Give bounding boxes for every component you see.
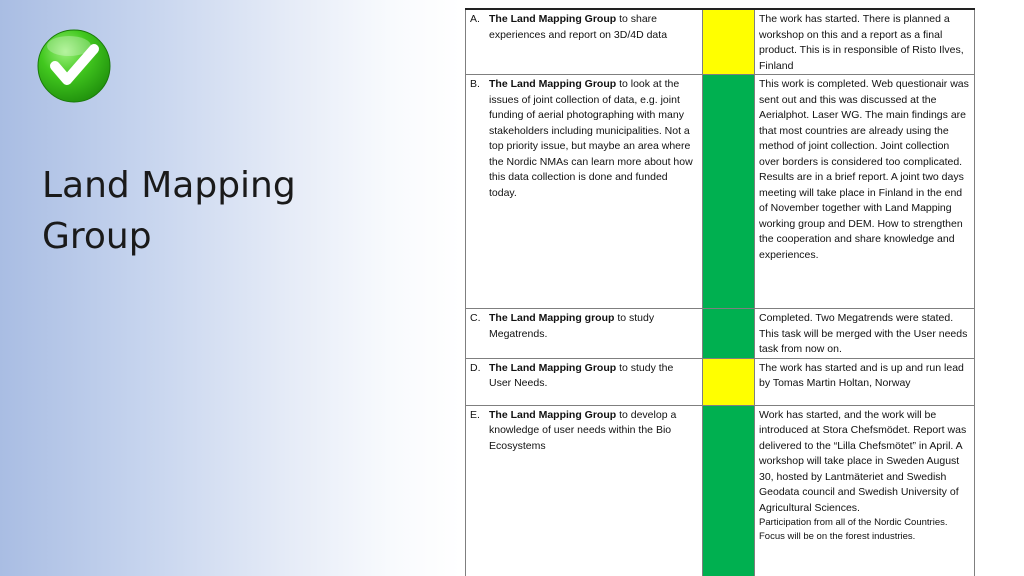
task-letter: B. xyxy=(470,78,480,90)
task-cell xyxy=(466,75,703,309)
task-letter: E. xyxy=(470,408,480,421)
status-indicator-green xyxy=(703,405,755,576)
status-note: Completed. Two Megatrends were stated. This task will be merged with the User needs task from now on. xyxy=(755,309,975,359)
status-indicator-yellow xyxy=(703,9,755,75)
task-subject: The Land Mapping Group xyxy=(489,78,617,90)
status-note: The work has started. There is planned a workshop on this and a report as a final product. This is in responsible of Risto Ilves, Finland xyxy=(755,9,975,75)
table-row xyxy=(466,75,975,309)
task-cell xyxy=(466,9,703,75)
task-cell xyxy=(466,309,703,359)
task-status-table xyxy=(465,8,975,576)
task-description xyxy=(489,408,698,455)
task-cell xyxy=(466,358,703,405)
task-text: to look at the issues of joint collection of data, e.g. joint funding of aerial photographing with many stakeholders including municipalities. Not a top priority issue, but maybe an area where the Nordic NMAs can learn more about how this data collection is done and funded today. xyxy=(489,78,693,199)
page-title-line-1: Land Mapping xyxy=(42,165,296,206)
task-description xyxy=(489,77,698,201)
page-title-line-2: Group xyxy=(42,216,152,257)
table-row xyxy=(466,309,975,359)
status-note: The work has started and is up and run lead by Tomas Martin Holtan, Norway xyxy=(755,358,975,405)
task-text: to study the User Needs. xyxy=(489,361,674,389)
task-subject: The Land Mapping Group xyxy=(489,361,617,374)
status-note: This work is completed. Web questionair was sent out and this was discussed at the Aerialphot. Laser WG. The main findings are that most countries are already using the method of joint collection. Joint collection over borders is considered too complicated. Results are in a brief report. A joint two days meeting will take place in Finland in the end of November together with Land Mapping working group and DEM. How to strengthen the cooperation and share knowledge and experiences. xyxy=(755,75,975,309)
task-cell xyxy=(466,405,703,576)
table-row xyxy=(466,9,975,75)
task-subject: The Land Mapping Group xyxy=(489,13,617,25)
status-note-text: Work has started, and the work will be introduced at Stora Chefsmödet. Report was delivered to the “Lilla Chefsmötet” in April. A workshop will take place in Sweden August 30, hosted by Lantmäteriet and Swedish Geodata council and Swedish University of Agricultural Sciences. xyxy=(759,408,967,514)
table-row xyxy=(466,358,975,405)
task-subject: The Land Mapping group xyxy=(489,312,615,324)
task-text: to share experiences and report on 3D/4D data xyxy=(489,13,668,41)
task-description xyxy=(489,361,698,392)
task-letter: A. xyxy=(470,13,480,25)
task-letter: C. xyxy=(470,312,481,324)
task-description xyxy=(489,12,698,43)
status-note-footnote: Participation from all of the Nordic Countries. Focus will be on the forest industries. xyxy=(759,517,948,542)
status-indicator-yellow xyxy=(703,358,755,405)
task-text: to develop a knowledge of user needs within the Bio Ecosystems xyxy=(489,408,677,452)
table-row xyxy=(466,405,975,576)
status-note xyxy=(755,405,975,576)
task-text: to study Megatrends. xyxy=(489,312,655,340)
page-title xyxy=(42,160,342,262)
task-subject: The Land Mapping Group xyxy=(489,408,617,421)
checkmark-icon xyxy=(36,28,112,104)
status-indicator-green xyxy=(703,75,755,309)
task-description xyxy=(489,311,698,342)
task-letter: D. xyxy=(470,361,481,374)
status-indicator-green xyxy=(703,309,755,359)
